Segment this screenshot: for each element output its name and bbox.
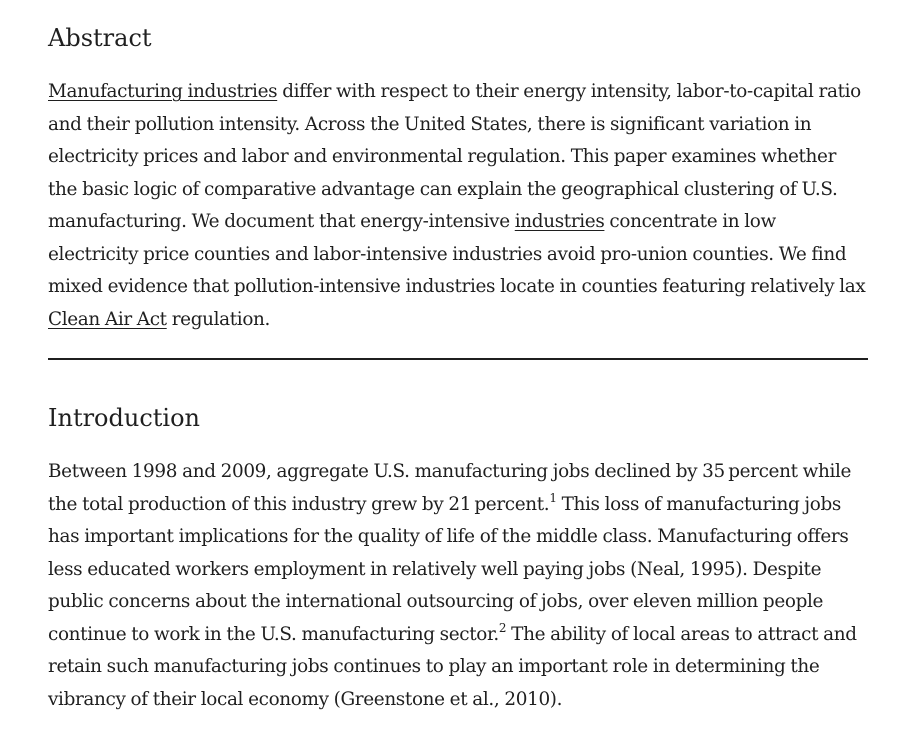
- intro-text-5: ).: [549, 688, 563, 710]
- introduction-paragraph: [48, 456, 870, 716]
- intro-text-3: ). Despite public concerns about the international outsourcing of jobs, over eleven million people continue to work in the U.S. manufacturing sector.: [48, 558, 824, 645]
- abstract-text-1: differ with respect to their energy intensity, labor-to-capital ratio and their pollution intensity. Across the United States, there is significant variation in electricity prices and labor and environmental regulation. This paper examines whether the basic logic of comparative advantage can explain the geographical clustering of U.S. manufacturing. We document that energy-intensive: [48, 81, 861, 232]
- introduction-heading: Introduction: [48, 404, 200, 432]
- citation-neal-1995[interactable]: Neal, 1995: [636, 558, 736, 580]
- abstract-text-2: concentrate in low electricity price counties and labor-intensive industries avoid pro-union counties. We find mixed evidence that pollution-intensive industries locate in counties featuring relatively lax: [48, 211, 866, 297]
- abstract-heading: Abstract: [48, 24, 152, 52]
- abstract-paragraph: [48, 76, 870, 336]
- intro-text-4: The ability of local areas to attract and retain such manufacturing jobs continues to play an important role in determining the vibrancy of their local economy (: [48, 623, 857, 710]
- citation-greenstone-2010[interactable]: Greenstone et al., 2010: [340, 688, 550, 710]
- footnote-1-marker[interactable]: 1: [549, 490, 557, 505]
- abstract-text-3: regulation.: [166, 308, 271, 330]
- footnote-2-marker[interactable]: 2: [498, 620, 507, 635]
- clean-air-act-link[interactable]: Clean Air Act: [48, 308, 167, 330]
- section-divider: [48, 358, 868, 360]
- manufacturing-industries-link[interactable]: Manufacturing industries: [48, 81, 278, 102]
- intro-text-2: This loss of manufacturing jobs has important implications for the quality of life of the middle class. Manufacturing offers less educated workers employment in relatively well paying jobs (: [48, 493, 849, 580]
- intro-text-1: Between 1998 and 2009, aggregate U.S. manufacturing jobs declined by 35 percent while the total production of this industry grew by 21 percent.: [48, 461, 852, 515]
- industries-link[interactable]: industries: [514, 211, 605, 232]
